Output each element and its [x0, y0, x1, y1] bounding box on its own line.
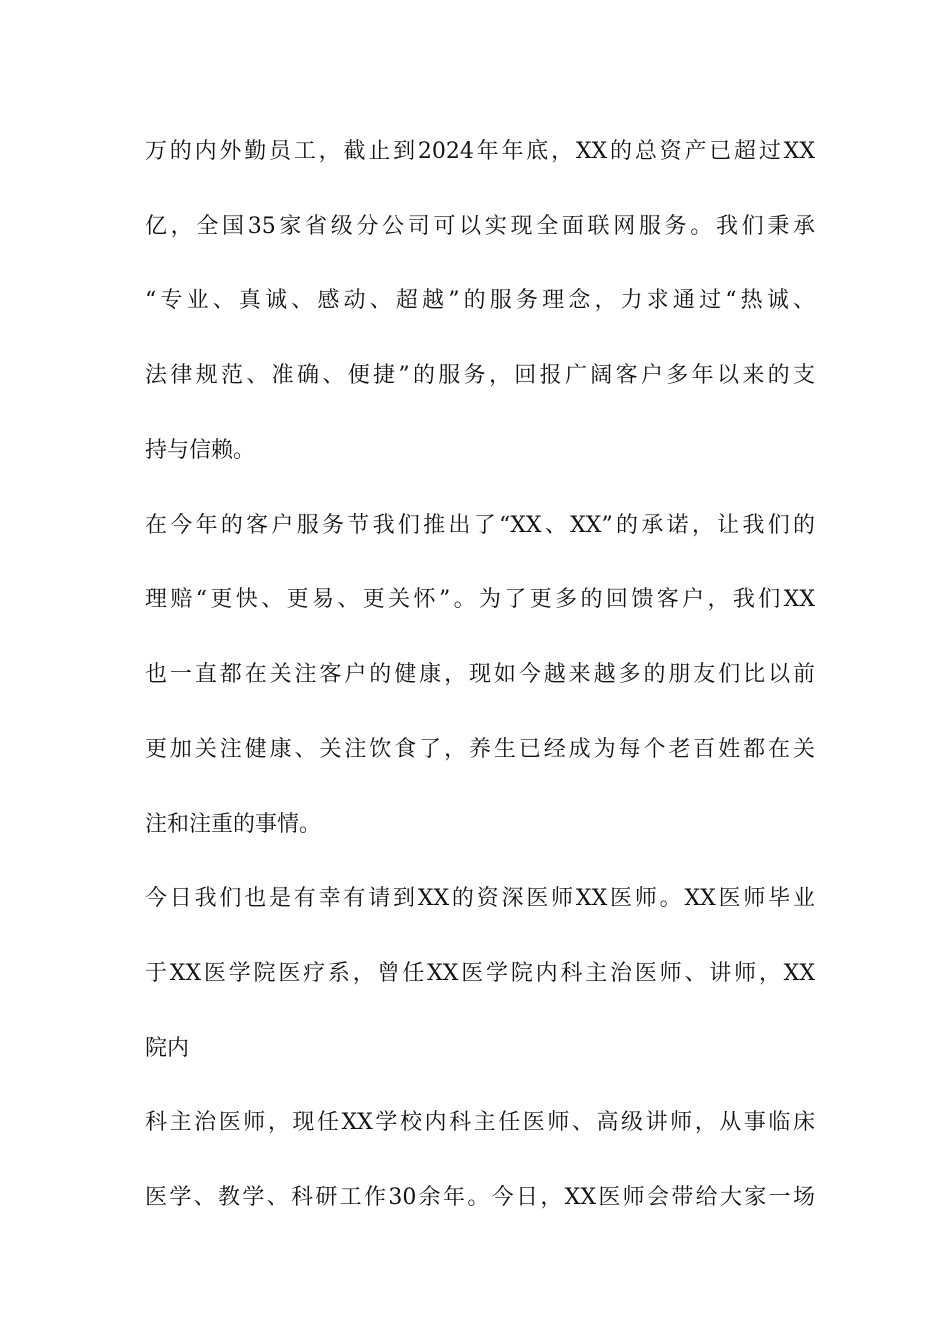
body-text-line: 理赔“更快、更易、更关怀”。为了更多的回馈客户，我们XX [145, 587, 815, 612]
body-text-line: “专业、真诚、感动、超越”的服务理念，力求通过“热诚、 [145, 288, 815, 313]
body-text-line: 医学、教学、科研工作30余年。今日，XX医师会带给大家一场 [145, 1185, 815, 1210]
body-text-line: 持与信赖。 [145, 438, 256, 463]
body-text-line: 万的内外勤员工，截止到2024年年底，XX的总资产已超过XX [145, 139, 815, 164]
body-text-line: 于XX医学院医疗系，曾任XX医学院内科主治医师、讲师，XX [145, 961, 815, 986]
body-text-line: 更加关注健康、关注饮食了，养生已经成为每个老百姓都在关 [145, 737, 815, 762]
body-text-line: 今日我们也是有幸有请到XX的资深医师XX医师。XX医师毕业 [145, 886, 815, 911]
body-text-line: 科主治医师，现任XX学校内科主任医师、高级讲师，从事临床 [145, 1110, 815, 1135]
body-text-line: 亿，全国35家省级分公司可以实现全面联网服务。我们秉承 [145, 214, 815, 239]
body-text-line: 也一直都在关注客户的健康，现如今越来越多的朋友们比以前 [145, 662, 815, 687]
body-text-line: 法律规范、准确、便捷”的服务，回报广阔客户多年以来的支 [145, 363, 815, 388]
body-text-line: 院内 [145, 1036, 190, 1061]
body-text-line: 注和注重的事情。 [145, 812, 322, 837]
body-text-line: 在今年的客户服务节我们推出了“XX、XX”的承诺，让我们的 [145, 513, 815, 538]
